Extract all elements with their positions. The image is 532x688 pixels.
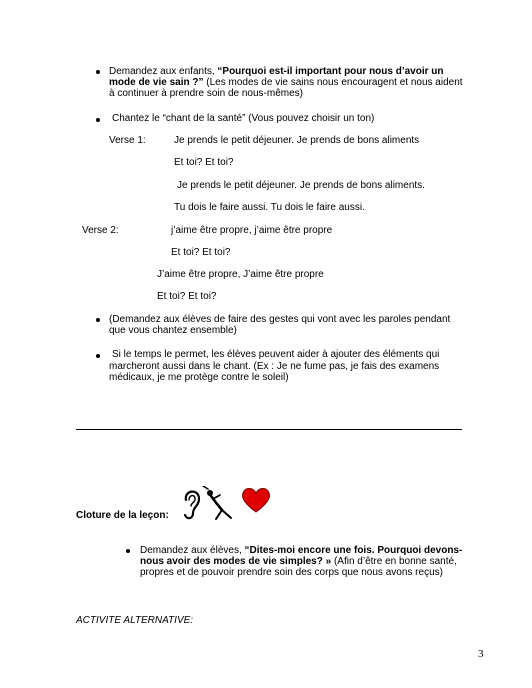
closure-bullet-line-2: nous avoir des modes de vie simples? » (Afin d’être en bonne santé,: [140, 556, 457, 567]
verse-1-line: Tu dois le faire aussi. Tu dois le faire aussi.: [174, 202, 365, 213]
alternative-activity-heading: ACTIVITE ALTERNATIVE:: [76, 615, 194, 626]
bullet-3-line-1: (Demandez aux élèves de faire des gestes qui vont avec les paroles pendant: [109, 314, 451, 325]
bullet-dot: [96, 318, 100, 322]
bullet-1-line-2: mode de vie sain ?” (Les modes de vie sains nous encouragent et nous aident: [109, 77, 463, 88]
closure-heading: Cloture de la leçon:: [76, 510, 169, 521]
verse-2-line: Et toi? Et toi?: [171, 247, 231, 258]
bullet-1-line-1: Demandez aux enfants, “Pourquoi est-il important pour nous d’avoir un: [109, 66, 444, 77]
bullet-1-line-3: à continuer à prendre soin de nous-mêmes): [109, 88, 303, 99]
verse-1-label: Verse 1:: [109, 135, 146, 146]
closure-bullet-line-1: Demandez aux élèves, “Dites-moi encore une fois. Pourquoi devons-: [140, 545, 463, 556]
bullet-4-line-1: Si le temps le permet, les élèves peuvent aider à ajouter des éléments qui: [112, 349, 440, 360]
verse-1-line: Je prends le petit déjeuner. Je prends de bons aliments: [174, 135, 420, 146]
ear-icon: [180, 486, 202, 522]
bullet-dot: [96, 70, 100, 74]
verse-1-line: Je prends le petit déjeuner. Je prends de bons aliments.: [177, 180, 425, 191]
bullet-4-line-3: médicaux, je me protège contre le soleil): [109, 372, 289, 383]
bullet-dot: [96, 354, 100, 358]
stretching-person-icon: [202, 486, 238, 522]
bullet-dot: [126, 549, 130, 553]
verse-2-line: Et toi? Et toi?: [157, 291, 217, 302]
bullet-4-line-2: marcheront aussi dans le chant. (Ex : Je ne fume pas, je fais des examens: [109, 361, 440, 372]
horizontal-divider: [76, 429, 462, 430]
bullet-3-line-2: que vous chantez ensemble): [109, 325, 237, 336]
page-number: 3: [478, 648, 484, 660]
bullet-dot: [96, 118, 100, 122]
verse-2-label: Verse 2:: [82, 225, 119, 236]
closure-bullet-line-3: propres et de pouvoir prendre soin des corps que nous avons reçus): [140, 567, 443, 578]
verse-1-line: Et toi? Et toi?: [174, 157, 234, 168]
bullet-2-text: Chantez le “chant de la santé” (Vous pouvez choisir un ton): [112, 113, 375, 124]
verse-2-line: j’aime être propre, j’aime être propre: [171, 225, 333, 236]
heart-shape: [243, 489, 270, 513]
heart-icon: [241, 486, 271, 514]
verse-2-line: J’aime être propre, J’aime être propre: [157, 269, 324, 280]
